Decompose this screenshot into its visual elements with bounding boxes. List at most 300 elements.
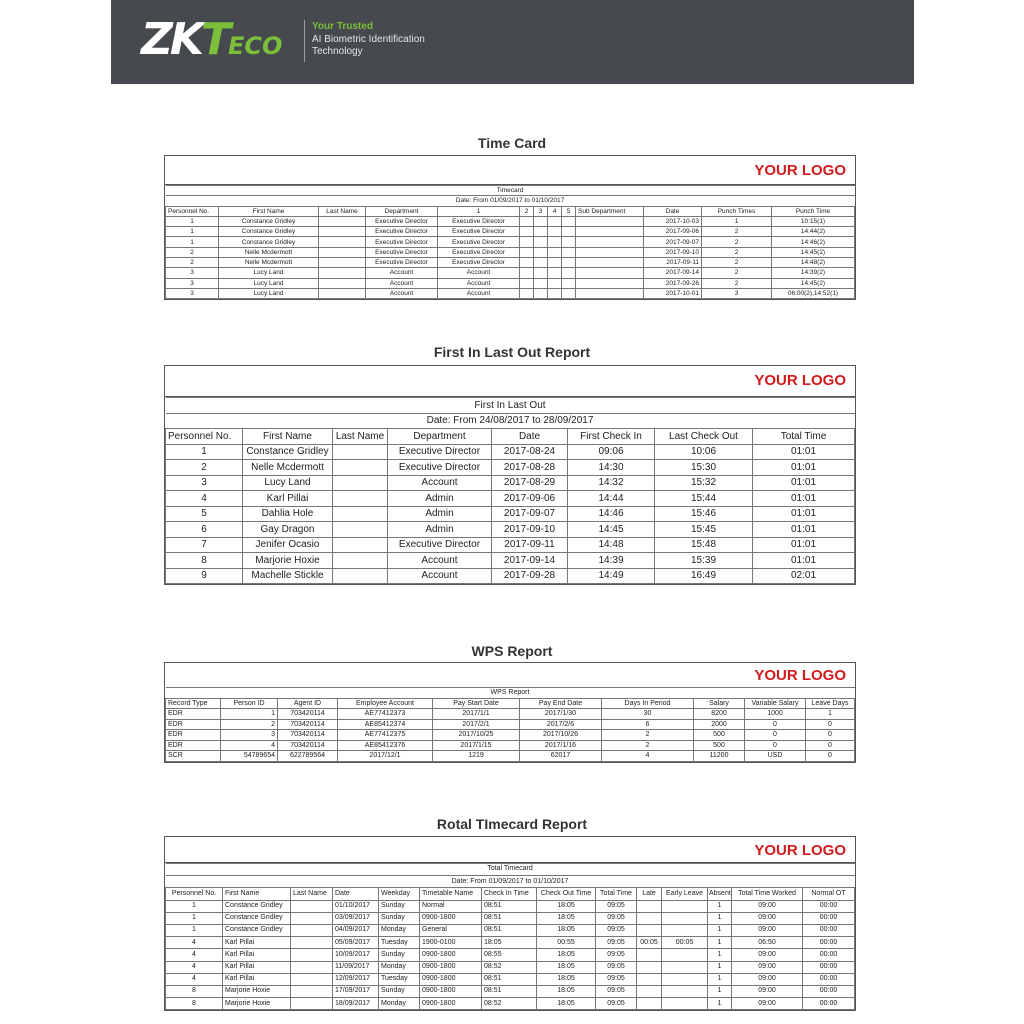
table-cell xyxy=(333,491,388,507)
table-cell: 0900-1800 xyxy=(420,912,482,924)
table-cell: Executive Director xyxy=(366,227,438,237)
table-cell: 2 xyxy=(702,227,772,237)
table-cell: 18:05 xyxy=(537,912,596,924)
your-logo-placeholder: YOUR LOGO xyxy=(754,667,846,684)
table-cell: 2 xyxy=(702,278,772,288)
table-cell xyxy=(291,998,333,1010)
table-cell: 18/09/2017 xyxy=(333,998,379,1010)
table-cell: Constance Gridley xyxy=(219,216,319,226)
table-cell xyxy=(520,268,534,278)
table-cell: 703420114 xyxy=(278,709,338,720)
table-row xyxy=(166,924,855,936)
table-cell: 5 xyxy=(166,506,243,522)
your-logo-placeholder: YOUR LOGO xyxy=(754,372,846,389)
table-row xyxy=(166,475,855,491)
table-cell xyxy=(291,961,333,973)
table-cell: 0 xyxy=(745,719,806,730)
column-header: Last Name xyxy=(291,888,333,900)
table-row xyxy=(166,709,855,720)
table-row xyxy=(166,730,855,741)
date-range: Date: From 24/08/2017 to 28/09/2017 xyxy=(166,413,855,429)
table-cell xyxy=(576,216,644,226)
table-cell: 2 xyxy=(702,258,772,268)
table-cell: 09:00 xyxy=(732,961,803,973)
table-cell: Account xyxy=(366,268,438,278)
table-row xyxy=(166,278,855,288)
column-header: Absent xyxy=(708,888,732,900)
wps-title: WPS Report xyxy=(471,643,553,659)
table-cell: 8 xyxy=(166,998,223,1010)
table-cell xyxy=(662,985,708,997)
table-cell xyxy=(534,237,548,247)
column-header: First Check In xyxy=(568,429,655,445)
column-header: Date xyxy=(492,429,568,445)
table-cell: 06:00(2),14:52(1) xyxy=(772,288,855,298)
table-cell: 01:01 xyxy=(753,475,855,491)
table-cell xyxy=(291,985,333,997)
table-cell: 08:51 xyxy=(482,973,537,985)
table-cell: Sunday xyxy=(379,912,420,924)
table-cell xyxy=(319,258,366,268)
table-cell: 703420114 xyxy=(278,730,338,741)
table-cell xyxy=(662,924,708,936)
header-banner xyxy=(111,0,914,84)
table-cell xyxy=(637,912,662,924)
table-cell: 08:55 xyxy=(482,949,537,961)
column-header: Agent ID xyxy=(278,698,338,709)
table-cell xyxy=(548,237,562,247)
table-cell: 2017/2/6 xyxy=(520,719,602,730)
table-cell: Karl Pillai xyxy=(223,949,291,961)
table-row xyxy=(166,460,855,476)
table-cell: 2017/1/15 xyxy=(433,740,520,751)
table-cell: Karl Pillai xyxy=(223,961,291,973)
table-cell xyxy=(291,912,333,924)
table-cell: 09:05 xyxy=(596,998,637,1010)
table-cell xyxy=(520,227,534,237)
table-cell: Executive Director xyxy=(438,247,520,257)
table-cell: 2017-09-14 xyxy=(644,268,702,278)
table-cell: 08:51 xyxy=(482,900,537,912)
table-row xyxy=(166,900,855,912)
table-cell: 62017 xyxy=(520,751,602,762)
zkteco-logo: ZKTECO xyxy=(141,14,283,65)
table-cell: 00:00 xyxy=(803,985,855,997)
table-cell: 0 xyxy=(806,751,855,762)
table-cell: 1 xyxy=(166,227,219,237)
table-cell: 09:05 xyxy=(596,937,637,949)
column-header: 2 xyxy=(520,206,534,216)
table-cell: Sunday xyxy=(379,949,420,961)
table-cell xyxy=(562,268,576,278)
table-cell: 12/09/2017 xyxy=(333,973,379,985)
filo-panel xyxy=(164,365,856,585)
table-cell: 4 xyxy=(166,961,223,973)
table-cell: 00:00 xyxy=(803,924,855,936)
table-cell: Constance Gridley xyxy=(243,444,333,460)
table-cell: Account xyxy=(366,288,438,298)
table-cell xyxy=(520,278,534,288)
table-cell: 1 xyxy=(708,924,732,936)
date-range: Date: From 01/09/2017 to 01/10/2017 xyxy=(166,196,855,206)
header-row xyxy=(166,206,855,216)
table-cell xyxy=(576,278,644,288)
table-cell: 14:46 xyxy=(568,506,655,522)
table-cell: 2017/1/30 xyxy=(520,709,602,720)
table-cell: Constance Gridley xyxy=(219,227,319,237)
table-cell: 15:32 xyxy=(655,475,753,491)
table-cell: 4 xyxy=(166,973,223,985)
table-cell: Account xyxy=(388,553,492,569)
logo-bar xyxy=(165,366,855,397)
table-cell: 2 xyxy=(702,247,772,257)
table-cell xyxy=(333,553,388,569)
table-cell: Executive Director xyxy=(388,537,492,553)
date-range: Date: From 01/09/2017 to 01/10/2017 xyxy=(166,876,855,888)
table-cell: 14:45 xyxy=(568,522,655,538)
table-cell: 11/09/2017 xyxy=(333,961,379,973)
table-row xyxy=(166,227,855,237)
table-cell: 2017-08-29 xyxy=(492,475,568,491)
table-cell: 09:00 xyxy=(732,912,803,924)
table-cell: Nelle Mcdermott xyxy=(219,247,319,257)
column-header: Check In Time xyxy=(482,888,537,900)
table-cell: 09:05 xyxy=(596,961,637,973)
table-cell: 6 xyxy=(166,522,243,538)
table-cell xyxy=(637,973,662,985)
table-cell: 9 xyxy=(166,568,243,584)
table-cell: 15:30 xyxy=(655,460,753,476)
table-cell: 6 xyxy=(602,719,694,730)
table-cell: 2017-09-07 xyxy=(492,506,568,522)
table-cell: 1219 xyxy=(433,751,520,762)
table-cell: Sunday xyxy=(379,900,420,912)
column-header: Date xyxy=(333,888,379,900)
column-header: Punch Time xyxy=(772,206,855,216)
table-cell xyxy=(662,912,708,924)
time-card-panel xyxy=(164,155,856,300)
table-cell: 1 xyxy=(708,973,732,985)
table-cell xyxy=(562,227,576,237)
table-cell: 09:05 xyxy=(596,949,637,961)
header-row xyxy=(166,429,855,445)
table-cell: Normal xyxy=(420,900,482,912)
table-cell: 3 xyxy=(166,288,219,298)
table-title: First In Last Out xyxy=(166,398,855,414)
table-cell: 30 xyxy=(602,709,694,720)
table-cell: Account xyxy=(438,278,520,288)
table-title: Timecard xyxy=(166,186,855,196)
table-cell: Executive Director xyxy=(366,258,438,268)
table-cell: 16:49 xyxy=(655,568,753,584)
column-header: Early Leave xyxy=(662,888,708,900)
table-cell: 2017-09-11 xyxy=(492,537,568,553)
table-cell: 1 xyxy=(708,949,732,961)
column-header: Days In Period xyxy=(602,698,694,709)
table-cell: Account xyxy=(388,568,492,584)
table-cell: 1 xyxy=(166,237,219,247)
table-cell: Admin xyxy=(388,491,492,507)
table-cell: Executive Director xyxy=(366,237,438,247)
logo-divider xyxy=(304,20,305,62)
column-header: Late xyxy=(637,888,662,900)
table-cell: 3 xyxy=(166,475,243,491)
table-cell: 2 xyxy=(602,730,694,741)
table-cell: 01:01 xyxy=(753,537,855,553)
column-header: First Name xyxy=(223,888,291,900)
table-cell xyxy=(319,278,366,288)
total-timecard-title: Rotal TImecard Report xyxy=(436,816,588,832)
table-cell: 2 xyxy=(166,460,243,476)
table-cell: 01:01 xyxy=(753,460,855,476)
table-cell xyxy=(562,237,576,247)
header-row xyxy=(166,888,855,900)
table-cell: 0 xyxy=(806,730,855,741)
column-header: 1 xyxy=(438,206,520,216)
table-cell xyxy=(534,216,548,226)
table-cell xyxy=(548,216,562,226)
time-card-title: Time Card xyxy=(477,135,547,151)
table-cell: 01:01 xyxy=(753,522,855,538)
column-header: Personnel No. xyxy=(166,429,243,445)
table-cell: 0 xyxy=(806,740,855,751)
column-header: First Name xyxy=(243,429,333,445)
table-cell: 09:05 xyxy=(596,924,637,936)
table-cell: AE85412374 xyxy=(338,719,433,730)
table-row xyxy=(166,268,855,278)
column-header: 3 xyxy=(534,206,548,216)
table-cell: 00:55 xyxy=(537,937,596,949)
column-header: Total Time Worked xyxy=(732,888,803,900)
table-cell: 4 xyxy=(166,949,223,961)
column-header: Pay Start Date xyxy=(433,698,520,709)
table-cell: 09:06 xyxy=(568,444,655,460)
table-cell: 1000 xyxy=(745,709,806,720)
table-cell: 14:39(2) xyxy=(772,268,855,278)
table-cell: 10/09/2017 xyxy=(333,949,379,961)
table-cell: 18:05 xyxy=(537,998,596,1010)
table-row xyxy=(166,491,855,507)
table-cell xyxy=(291,900,333,912)
table-cell: 09:00 xyxy=(732,900,803,912)
table-cell xyxy=(520,258,534,268)
table-cell: 4 xyxy=(221,740,278,751)
table-cell: Karl Pillai xyxy=(243,491,333,507)
table-cell: 2017/2/1 xyxy=(433,719,520,730)
table-cell: 14:39 xyxy=(568,553,655,569)
table-cell xyxy=(562,216,576,226)
table-cell xyxy=(534,278,548,288)
table-cell: 4 xyxy=(166,491,243,507)
table-cell xyxy=(562,288,576,298)
table-cell: Account xyxy=(438,288,520,298)
table-cell xyxy=(637,900,662,912)
table-cell: Executive Director xyxy=(438,237,520,247)
table-cell: 01:01 xyxy=(753,491,855,507)
table-cell: Karl Pillai xyxy=(223,937,291,949)
table-cell: 00:00 xyxy=(803,949,855,961)
table-cell: 7 xyxy=(166,537,243,553)
table-cell: 06:50 xyxy=(732,937,803,949)
table-cell: Monday xyxy=(379,961,420,973)
logo-bar xyxy=(165,837,855,863)
column-header: Sub Department xyxy=(576,206,644,216)
table-cell xyxy=(333,522,388,538)
table-cell: 09:05 xyxy=(596,973,637,985)
table-cell: 2017/10/25 xyxy=(433,730,520,741)
table-cell: 2 xyxy=(166,247,219,257)
table-cell: Executive Director xyxy=(438,216,520,226)
table-title: WPS Report xyxy=(166,688,855,699)
table-cell: 15:39 xyxy=(655,553,753,569)
table-cell xyxy=(319,227,366,237)
table-cell: Account xyxy=(388,475,492,491)
table-cell: 1 xyxy=(221,709,278,720)
table-cell: 2017/1/1 xyxy=(433,709,520,720)
table-cell xyxy=(534,258,548,268)
table-cell xyxy=(548,227,562,237)
tagline: Your Trusted AI Biometric Identification Technology xyxy=(312,21,425,57)
table-cell: 2 xyxy=(166,258,219,268)
table-cell: 4 xyxy=(602,751,694,762)
column-header: Record Type xyxy=(166,698,221,709)
table-cell: 1 xyxy=(708,985,732,997)
header-row xyxy=(166,698,855,709)
table-cell: 00:05 xyxy=(637,937,662,949)
table-cell xyxy=(637,924,662,936)
column-header: Last Check Out xyxy=(655,429,753,445)
table-cell: Karl Pillai xyxy=(223,973,291,985)
table-cell xyxy=(319,247,366,257)
table-cell: 00:00 xyxy=(803,998,855,1010)
table-cell: 14:49 xyxy=(568,568,655,584)
table-cell: 8200 xyxy=(694,709,745,720)
table-cell: 14:48(2) xyxy=(772,258,855,268)
column-header: Personnel No. xyxy=(166,206,219,216)
table-cell xyxy=(548,268,562,278)
table-cell: Executive Director xyxy=(438,227,520,237)
table-cell: 01:01 xyxy=(753,444,855,460)
table-cell: 703420114 xyxy=(278,719,338,730)
table-cell xyxy=(291,973,333,985)
table-cell: 3 xyxy=(221,730,278,741)
table-cell: 1 xyxy=(708,912,732,924)
table-cell: Lucy Land xyxy=(219,288,319,298)
table-cell: 2017-08-28 xyxy=(492,460,568,476)
table-cell: Tuesday xyxy=(379,937,420,949)
table-cell: Lucy Land xyxy=(219,268,319,278)
table-cell: SCR xyxy=(166,751,221,762)
table-cell: 14:44(2) xyxy=(772,227,855,237)
table-cell xyxy=(576,227,644,237)
column-header: Total Time xyxy=(753,429,855,445)
table-cell: 18:05 xyxy=(482,937,537,949)
table-cell: 1 xyxy=(166,216,219,226)
table-cell xyxy=(576,247,644,257)
table-cell xyxy=(637,949,662,961)
table-cell: 17/09/2017 xyxy=(333,985,379,997)
table-cell: 15:48 xyxy=(655,537,753,553)
table-cell: 3 xyxy=(166,278,219,288)
table-cell: EDR xyxy=(166,730,221,741)
table-cell: 2017-09-14 xyxy=(492,553,568,569)
table-cell: 01:01 xyxy=(753,506,855,522)
table-cell: 01/10/2017 xyxy=(333,900,379,912)
table-cell: 09:00 xyxy=(732,998,803,1010)
table-cell: 1 xyxy=(708,998,732,1010)
table-cell xyxy=(548,258,562,268)
table-cell: 00:05 xyxy=(662,937,708,949)
table-cell: 0900-1800 xyxy=(420,961,482,973)
column-header: Date xyxy=(644,206,702,216)
column-header: Punch Times xyxy=(702,206,772,216)
table-cell: Nelle Mcdermott xyxy=(243,460,333,476)
table-cell: Account xyxy=(366,278,438,288)
table-cell: Jenifer Ocasio xyxy=(243,537,333,553)
column-header: Normal OT xyxy=(803,888,855,900)
table-row xyxy=(166,998,855,1010)
table-cell: 14:45(2) xyxy=(772,247,855,257)
table-cell: Machelle Stickle xyxy=(243,568,333,584)
table-cell: 703420114 xyxy=(278,740,338,751)
table-cell xyxy=(333,537,388,553)
table-cell: Constance Gridley xyxy=(223,912,291,924)
table-cell: Dahlia Hole xyxy=(243,506,333,522)
table-cell: 09:00 xyxy=(732,924,803,936)
table-cell: 18:05 xyxy=(537,961,596,973)
table-cell: Constance Gridley xyxy=(223,900,291,912)
table-cell: 04/09/2017 xyxy=(333,924,379,936)
table-cell: 1 xyxy=(806,709,855,720)
table-cell xyxy=(662,961,708,973)
filo-title: First In Last Out Report xyxy=(433,344,591,360)
table-cell: 2017-09-07 xyxy=(644,237,702,247)
table-cell: 1 xyxy=(166,900,223,912)
table-cell: Executive Director xyxy=(438,258,520,268)
table-cell: 18:05 xyxy=(537,900,596,912)
table-cell: 18:05 xyxy=(537,949,596,961)
table-cell: 14:32 xyxy=(568,475,655,491)
table-cell xyxy=(291,937,333,949)
table-cell: 2 xyxy=(702,268,772,278)
table-row xyxy=(166,912,855,924)
table-cell: 14:30 xyxy=(568,460,655,476)
table-cell xyxy=(333,444,388,460)
table-cell xyxy=(662,949,708,961)
table-cell: 0 xyxy=(745,740,806,751)
table-cell: 10:15(1) xyxy=(772,216,855,226)
table-cell xyxy=(548,247,562,257)
table-cell: 1 xyxy=(708,900,732,912)
table-cell xyxy=(534,247,548,257)
table-row xyxy=(166,973,855,985)
table-row xyxy=(166,949,855,961)
table-row xyxy=(166,522,855,538)
table-cell xyxy=(333,506,388,522)
table-cell: 2017/10/26 xyxy=(520,730,602,741)
table-cell xyxy=(662,998,708,1010)
table-cell: 1 xyxy=(708,937,732,949)
table-cell: Account xyxy=(438,268,520,278)
table-cell: 09:05 xyxy=(596,985,637,997)
table-cell: Executive Director xyxy=(366,216,438,226)
table-cell: 2017-09-10 xyxy=(492,522,568,538)
table-cell: 2017/1/16 xyxy=(520,740,602,751)
table-cell xyxy=(291,949,333,961)
table-cell xyxy=(562,247,576,257)
table-cell: EDR xyxy=(166,719,221,730)
table-cell xyxy=(319,237,366,247)
